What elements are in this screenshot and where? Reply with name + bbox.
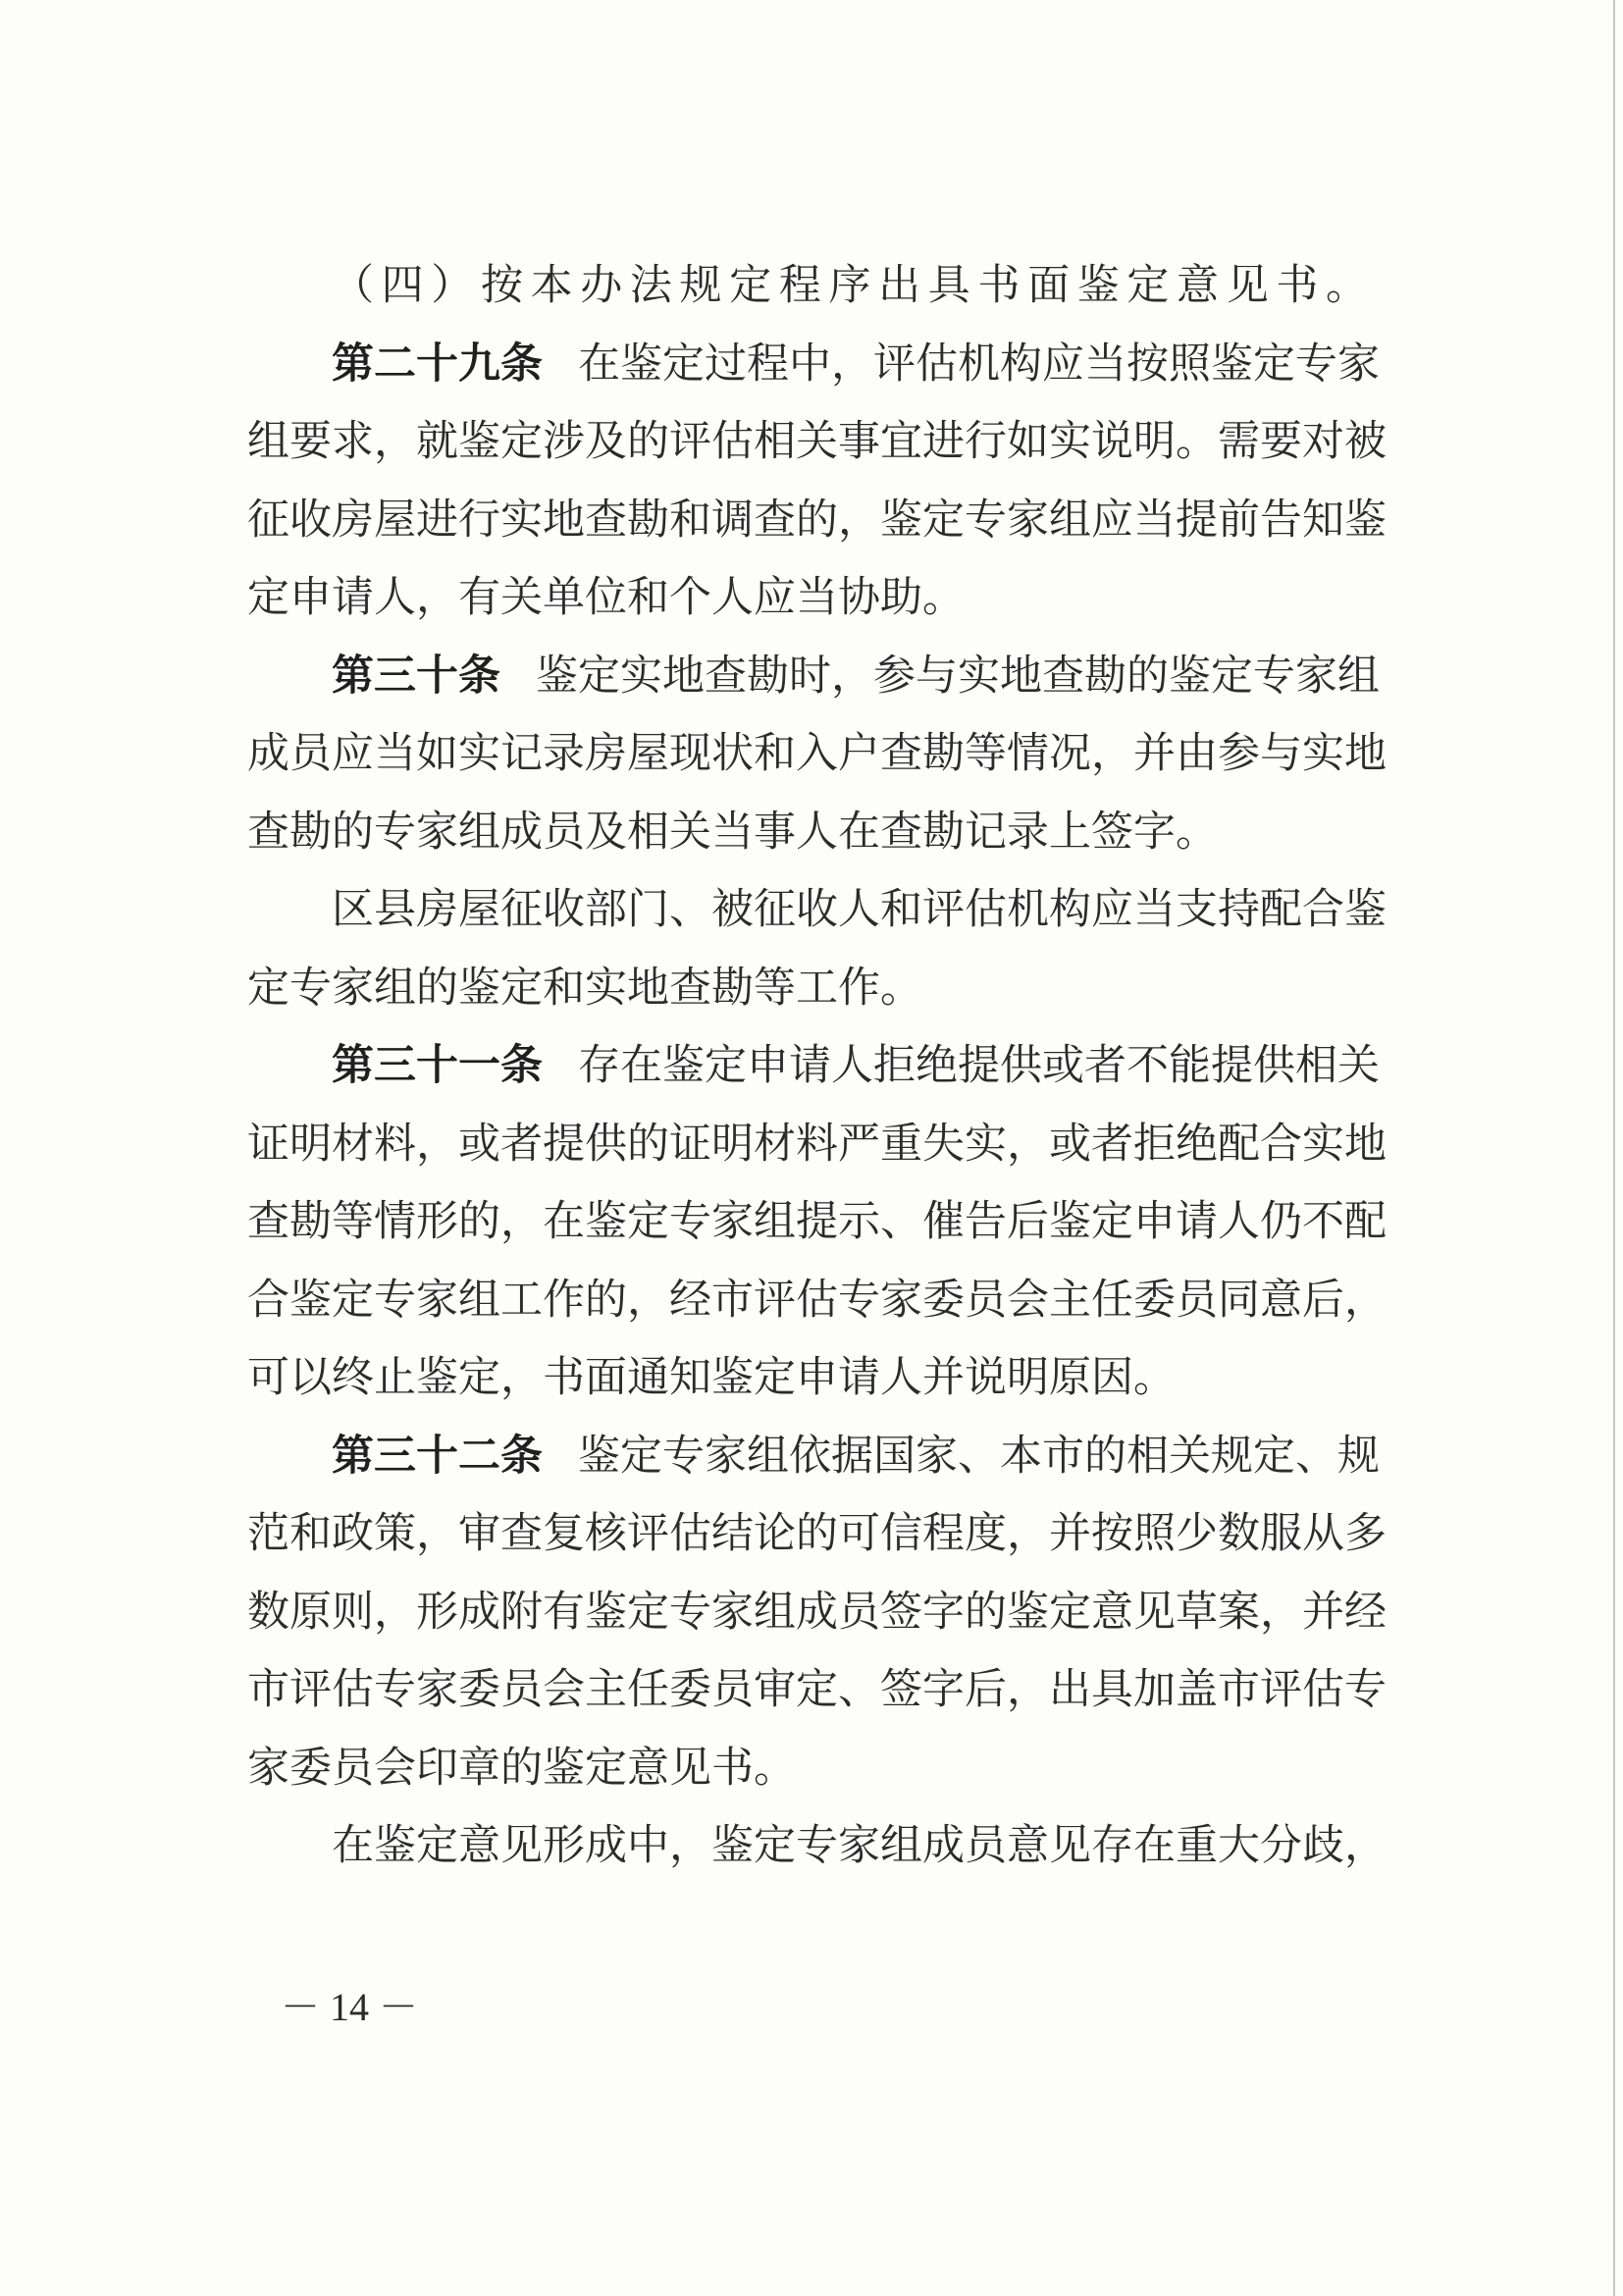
text-line (247, 871, 1387, 950)
text-line (247, 950, 1368, 1028)
line-text: （四）按本办法规定程序出具书面鉴定意见书。 (332, 261, 1368, 310)
text-line (247, 1262, 1387, 1340)
line-text: 查勘等情形的，在鉴定专家组提示、催告后鉴定申请人仍不配 (247, 1197, 1387, 1246)
line-text: 定申请人，有关单位和个人应当协助。 (247, 573, 965, 622)
line-text: 存在鉴定申请人拒绝提供或者不能提供相关 (578, 1041, 1380, 1090)
line-text: 鉴定实地查勘时，参与实地查勘的鉴定专家组 (536, 651, 1380, 701)
text-line (247, 1495, 1387, 1574)
text-line (247, 247, 1368, 326)
article-number: 第三十一条 (332, 1041, 543, 1090)
line-text: 市评估专家委员会主任委员审定、签字后，出具加盖市评估专 (247, 1665, 1387, 1714)
article-32-heading-line (247, 1418, 1380, 1496)
line-text: 在鉴定意见形成中，鉴定专家组成员意见存在重大分歧， (332, 1821, 1387, 1870)
line-text: 鉴定专家组依据国家、本市的相关规定、规 (578, 1431, 1380, 1481)
line-text: 范和政策，审查复核评估结论的可信程度，并按照少数服从多 (247, 1509, 1387, 1558)
line-text: 征收房屋进行实地查勘和调查的，鉴定专家组应当提前告知鉴 (247, 495, 1387, 545)
text-line (247, 482, 1387, 560)
text-line (247, 1106, 1387, 1184)
line-text: 成员应当如实记录房屋现状和入户查勘等情况，并由参与实地 (247, 729, 1387, 778)
line-text: 可以终止鉴定，书面通知鉴定申请人并说明原因。 (247, 1353, 1176, 1402)
text-line (247, 715, 1387, 794)
line-text: 定专家组的鉴定和实地查勘等工作。 (247, 963, 922, 1013)
text-line (247, 1183, 1387, 1262)
article-number: 第二十九条 (332, 339, 543, 389)
article-30-heading-line (247, 638, 1380, 716)
text-line (247, 559, 1368, 638)
line-text: 证明材料，或者提供的证明材料严重失实，或者拒绝配合实地 (247, 1119, 1387, 1169)
line-text: 数原则，形成附有鉴定专家组成员签字的鉴定意见草案，并经 (247, 1587, 1387, 1637)
article-31-heading-line (247, 1027, 1380, 1106)
line-text: 组要求，就鉴定涉及的评估相关事宜进行如实说明。需要对被 (247, 417, 1387, 466)
text-line (247, 1807, 1387, 1886)
article-number: 第三十二条 (332, 1431, 543, 1481)
line-text: 区县房屋征收部门、被征收人和评估机构应当支持配合鉴 (332, 885, 1387, 934)
scan-edge-line (1613, 0, 1615, 2296)
line-text: 查勘的专家组成员及相关当事人在查勘记录上签字。 (247, 807, 1218, 857)
page-number: － 14 － (281, 1985, 418, 2029)
line-text: 在鉴定过程中，评估机构应当按照鉴定专家 (578, 339, 1380, 389)
text-line (247, 403, 1387, 482)
line-text: 家委员会印章的鉴定意见书。 (247, 1743, 796, 1793)
text-line (247, 1339, 1368, 1418)
text-line (247, 1574, 1387, 1652)
text-line (247, 1730, 1368, 1808)
text-line (247, 794, 1368, 872)
document-body (247, 247, 1387, 1886)
article-number: 第三十条 (332, 651, 500, 701)
article-29-heading-line (247, 326, 1380, 404)
line-text: 合鉴定专家组工作的，经市评估专家委员会主任委员同意后， (247, 1275, 1387, 1325)
text-line (247, 1651, 1387, 1730)
